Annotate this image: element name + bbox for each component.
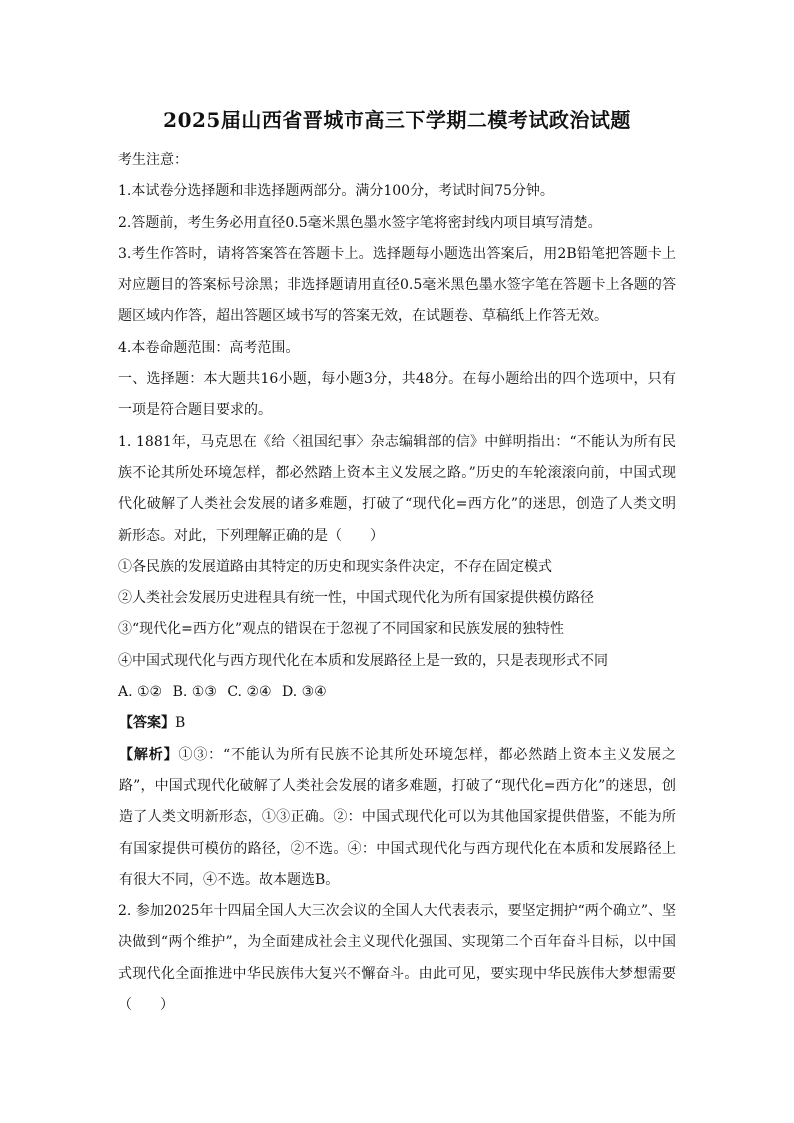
page-title: 2025届山西省晋城市高三下学期二模考试政治试题 <box>163 108 631 132</box>
question-1-analysis <box>118 740 676 896</box>
option-a: A. ①② <box>118 684 163 701</box>
option-d: D. ③④ <box>282 684 327 701</box>
notice-item-2: 2.答题前，考生务必用直径0.5毫米黑色墨水签字笔将密封线内项目填写清楚。 <box>118 214 602 231</box>
option-c: C. ②④ <box>227 684 272 701</box>
analysis-text: ①③：“不能认为所有民族不论其所处环境怎样，都必然踏上资本主义发展之路”，中国式现代化破解了人类社会发展的诸多难题，打破了“现代化=西方化”的迷思，创造了人类文明新形态，①③正确。②：中国式现代化可以为其他国家提供借鉴，不能为所有国家提供可模仿的路径，②不选。④：中国式现代化与西方现代化在本质和发展路径上有很大不同，④不选。故本题选B。 <box>119 746 677 888</box>
notice-heading: 考生注意： <box>118 152 188 168</box>
question-1-options <box>118 677 676 708</box>
question-1-statement-4: ④中国式现代化与西方现代化在本质和发展路径上是一致的，只是表现形式不同 <box>118 652 608 669</box>
analysis-tag: 【解析】 <box>119 746 179 763</box>
notice-item-3: 3.考生作答时，请将答案答在答题卡上。选择题每小题选出答案后，用2B铅笔把答题卡上对应题目的答案标号涂黑；非选择题请用直径0.5毫米黑色墨水签字笔在答题卡上各题的答题区域内作答，超出答题区域书写的答案无效，在试题卷、草稿纸上作答无效。 <box>118 245 676 325</box>
option-b: B. ①③ <box>172 684 217 701</box>
answer-tag: 【答案】 <box>119 715 175 732</box>
question-1-statement-2: ②人类社会发展历史进程具有统一性，中国式现代化为所有国家提供模仿路径 <box>118 590 594 607</box>
question-1-stem: 1. 1881年，马克思在《给〈祖国纪事〉杂志编辑部的信》中鲜明指出：“不能认为所有民族不论其所处环境怎样，都必然踏上资本主义发展之路。”历史的车轮滚滚向前，中国式现代化破解了人类社会发展的诸多难题，打破了“现代化=西方化”的迷思，创造了人类文明新形态。对此，下列理解正确的是（ ） <box>118 433 676 544</box>
section-heading: 一、选择题：本大题共16小题，每小题3分，共48分。在每小题给出的四个选项中，只有一项是符合题目要求的。 <box>118 371 676 419</box>
question-1-statement-1: ①各民族的发展道路由其特定的历史和现实条件决定，不存在固定模式 <box>118 558 552 575</box>
document-body <box>118 145 676 1021</box>
question-1-statement-3: ③“现代化=西方化”观点的错误在于忽视了不同国家和民族发展的独特性 <box>118 621 565 638</box>
answer-value: B <box>175 715 186 732</box>
question-2-stem: 2. 参加2025年十四届全国人大三次会议的全国人大代表表示，要坚定拥护“两个确立”、坚决做到“两个维护”，为全面建成社会主义现代化强国、实现第二个百年奋斗目标，以中国式现代化全面推进中华民族伟大复兴不懈奋斗。由此可见，要实现中华民族伟大梦想需要（ ） <box>118 903 676 1014</box>
notice-item-4: 4.本卷命题范围：高考范围。 <box>118 339 300 356</box>
question-1-answer <box>118 708 676 739</box>
notice-item-1: 1.本试卷分选择题和非选择题两部分。满分100分，考试时间75分钟。 <box>118 183 554 200</box>
